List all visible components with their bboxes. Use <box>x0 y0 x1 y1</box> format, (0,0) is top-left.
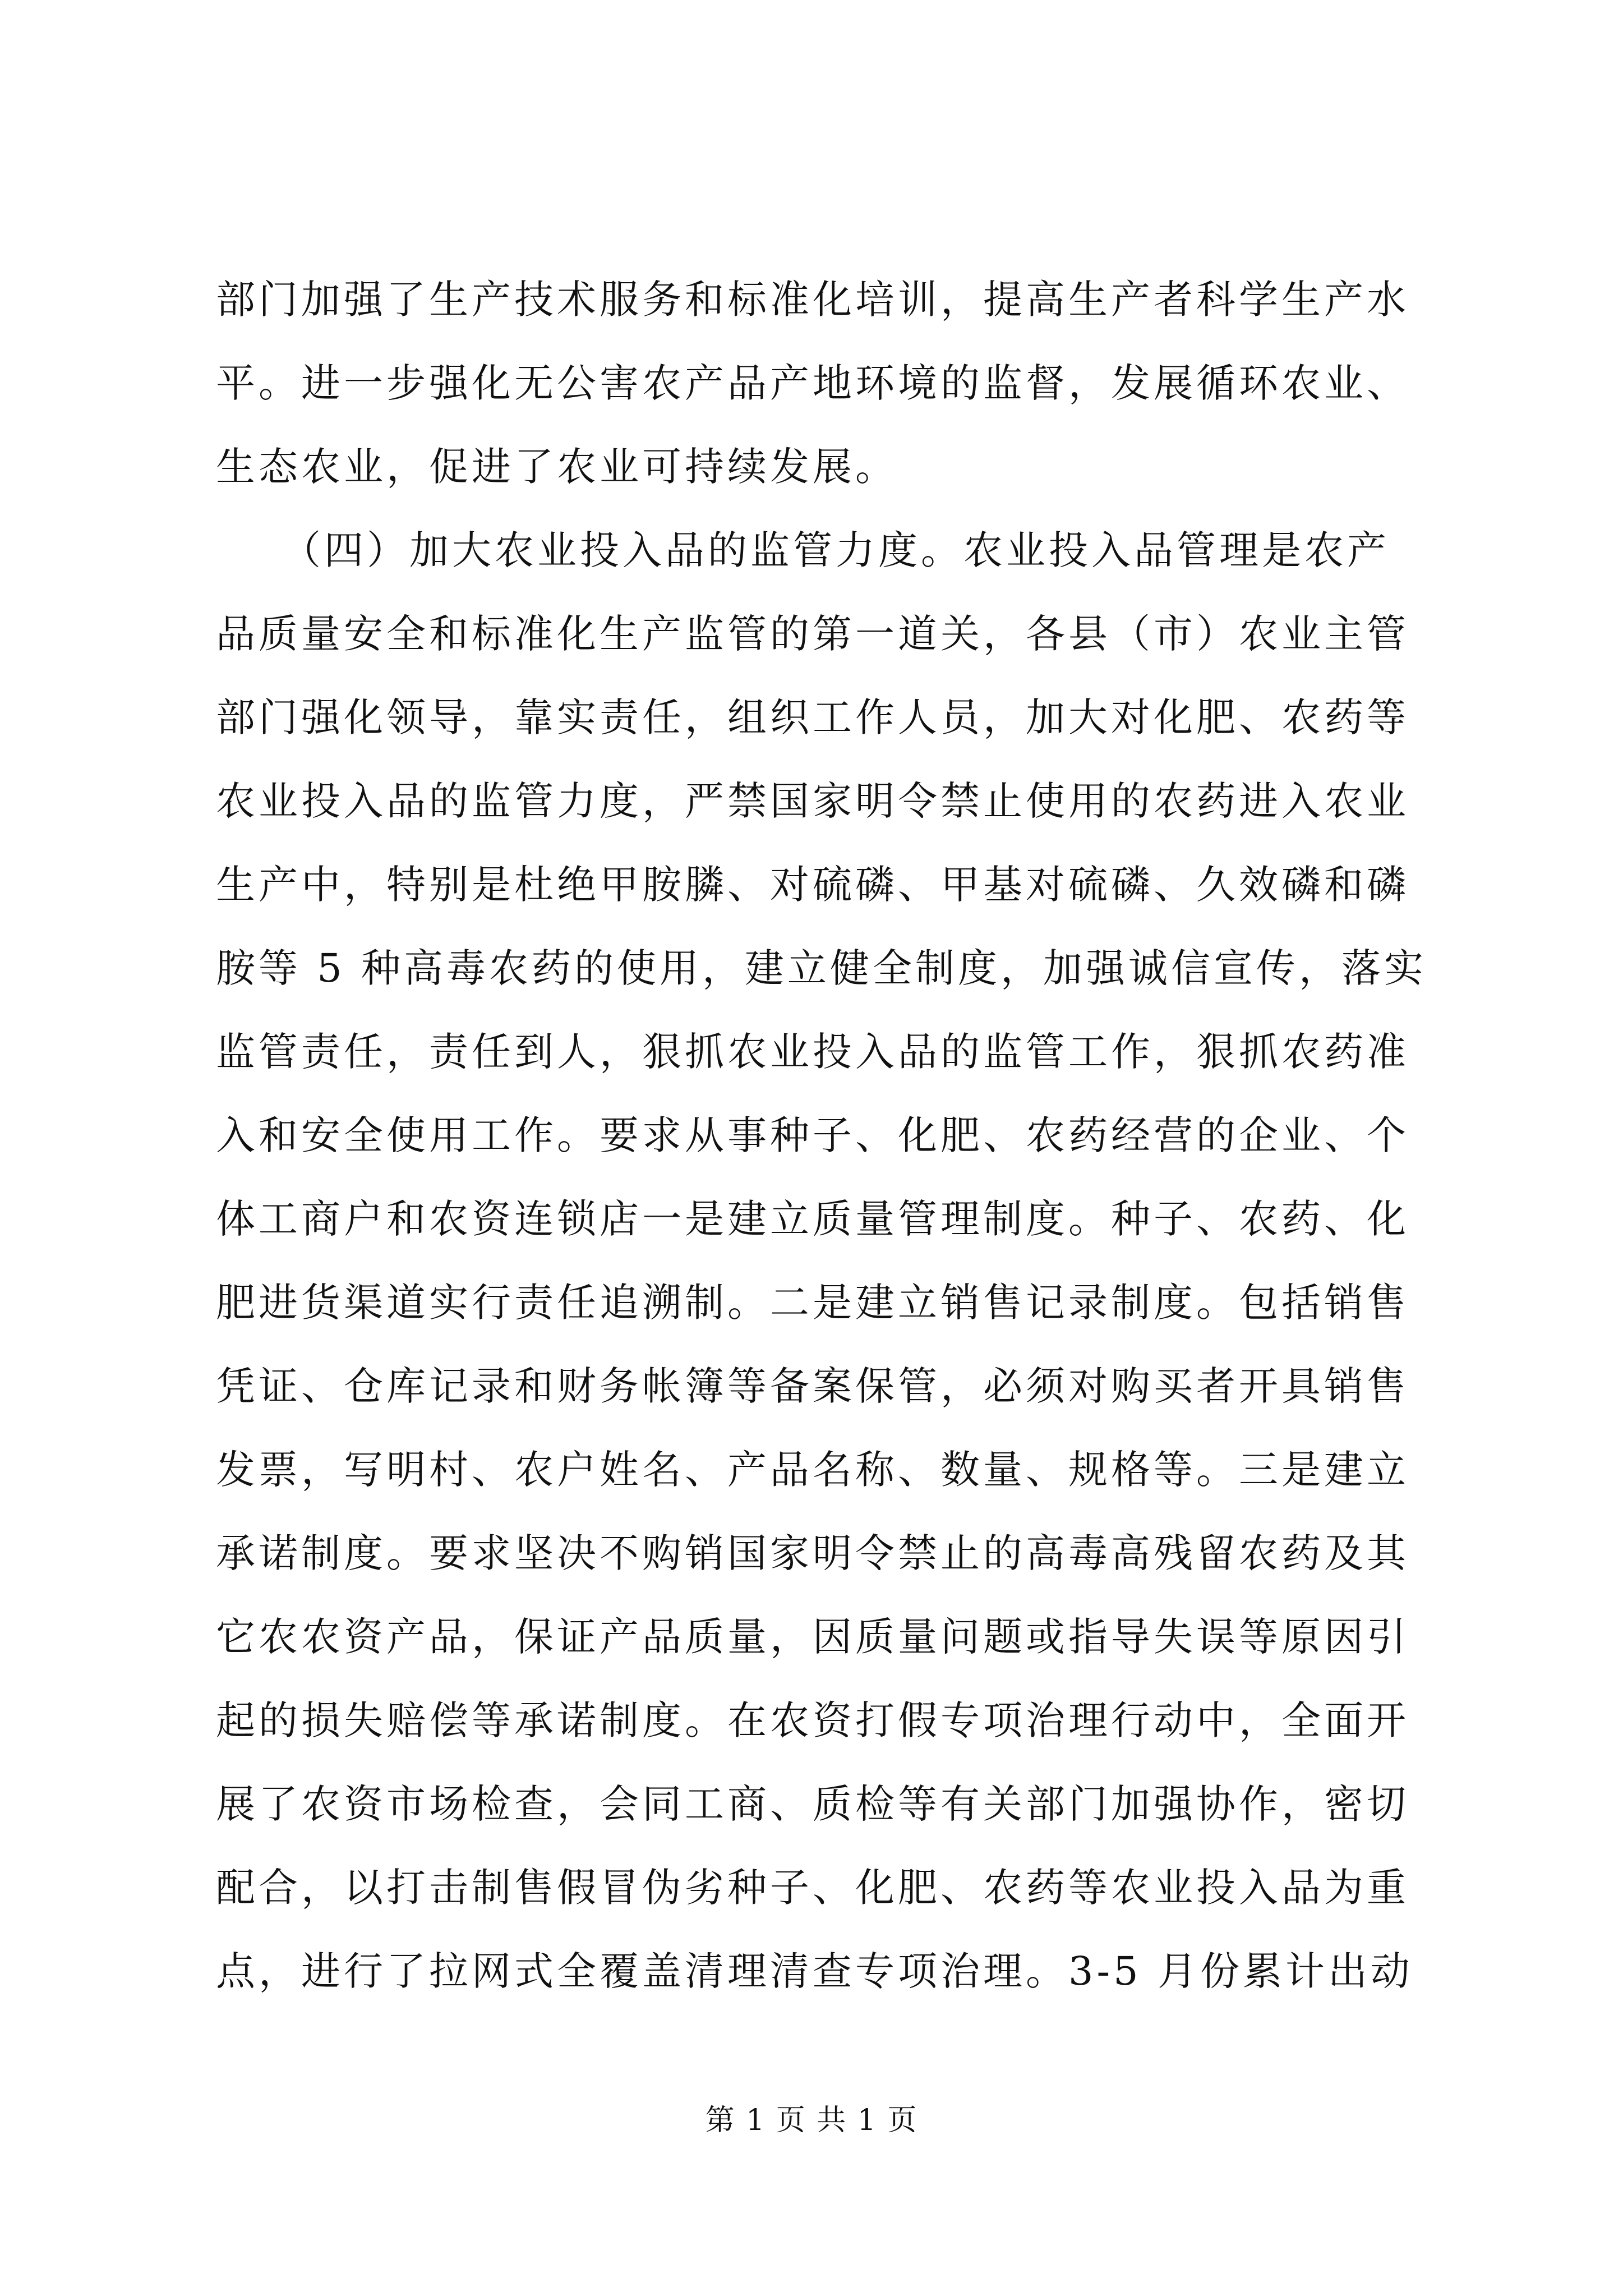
text-line: 品质量安全和标准化生产监管的第一道关，各县（市）农业主管 <box>216 611 1409 657</box>
text-line: 配合，以打击制售假冒伪劣种子、化肥、农药等农业投入品为重 <box>216 1865 1409 1911</box>
page-footer: 第 1 页 共 1 页 <box>705 2104 918 2137</box>
text-line: 生态农业，促进了农业可持续发展。 <box>216 444 898 490</box>
text-line: 胺等 5 种高毒农药的使用，建立健全制度，加强诚信宣传，落实 <box>216 945 1427 991</box>
text-line: 肥进货渠道实行责任追溯制。二是建立销售记录制度。包括销售 <box>216 1280 1409 1326</box>
text-line: 体工商户和农资连锁店一是建立质量管理制度。种子、农药、化 <box>216 1196 1409 1242</box>
text-line: 部门强化领导，靠实责任，组织工作人员，加大对化肥、农药等 <box>216 694 1409 740</box>
text-line: 点，进行了拉网式全覆盖清理清查专项治理。3-5 月份累计出动 <box>216 1948 1413 1994</box>
text-line: 生产中，特别是杜绝甲胺膦、对硫磷、甲基对硫磷、久效磷和磷 <box>216 862 1409 908</box>
text-line: 农业投入品的监管力度，严禁国家明令禁止使用的农药进入农业 <box>216 778 1409 824</box>
text-line: 起的损失赔偿等承诺制度。在农资打假专项治理行动中，全面开 <box>216 1697 1409 1743</box>
body-text <box>216 258 1427 2013</box>
text-line: 部门加强了生产技术服务和标准化培训，提高生产者科学生产水 <box>216 277 1409 323</box>
text-line: 凭证、仓库记录和财务帐簿等备案保管，必须对购买者开具销售 <box>216 1363 1409 1409</box>
text-line: （四）加大农业投入品的监管力度。农业投入品管理是农产 <box>216 527 1390 573</box>
text-line: 它农农资产品，保证产品质量，因质量问题或指导失误等原因引 <box>216 1614 1409 1660</box>
text-line: 入和安全使用工作。要求从事种子、化肥、农药经营的企业、个 <box>216 1112 1409 1158</box>
text-line: 平。进一步强化无公害农产品产地环境的监督，发展循环农业、 <box>216 360 1409 406</box>
text-line: 展了农资市场检查，会同工商、质检等有关部门加强协作，密切 <box>216 1781 1409 1827</box>
text-line: 承诺制度。要求坚决不购销国家明令禁止的高毒高残留农药及其 <box>216 1530 1409 1576</box>
text-line: 发票，写明村、农户姓名、产品名称、数量、规格等。三是建立 <box>216 1447 1409 1493</box>
text-line: 监管责任，责任到人，狠抓农业投入品的监管工作，狠抓农药准 <box>216 1029 1409 1075</box>
